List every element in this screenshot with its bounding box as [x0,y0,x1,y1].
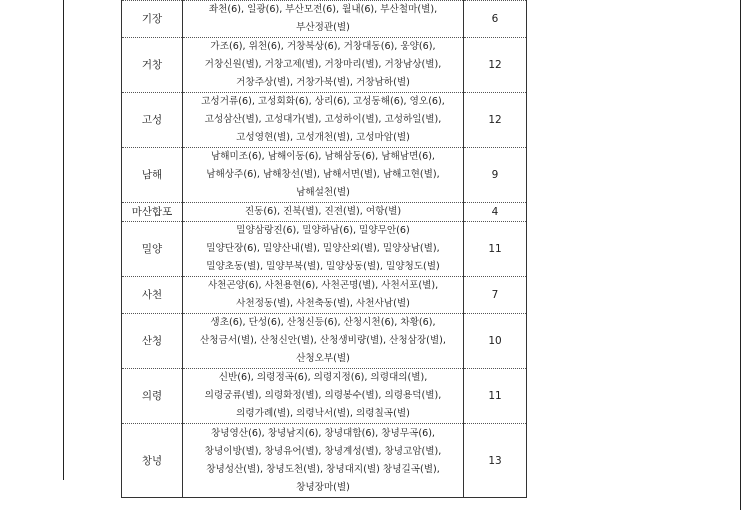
station-list-line: 창녕장마(별) [296,481,350,493]
station-list-line: 사천정동(별), 사천축동(별), 사천사남(별) [236,298,410,309]
region-name-cell: 고성 [122,93,183,148]
station-count-cell: 9 [464,148,527,203]
region-name-cell: 밀양 [122,222,183,277]
region-station-table [121,0,527,498]
station-count-cell: 12 [464,93,527,148]
station-list-line: 산청오부(별) [296,353,350,364]
station-list-cell [183,277,464,314]
station-list-line: 밀양초동(별), 밀양부북(별), 밀양상동(별), 밀양청도(별) [206,261,440,272]
station-list-line: 고성거류(6), 고성회화(6), 상리(6), 고성동해(6), 영오(6), [201,96,445,107]
station-list-line: 생초(6), 단성(6), 산청신등(6), 산청시천(6), 차황(6), [210,317,436,328]
table-row [122,1,527,38]
station-list-cell [183,1,464,38]
station-list-line: 가조(6), 위천(6), 거창북상(6), 거창대동(6), 웅양(6), [210,41,436,52]
station-list-line: 좌천(6), 일광(6), 부산모전(6), 월내(6), 부산철마(별), [208,4,438,15]
station-list-cell [183,203,464,222]
station-list-line: 신반(6), 의령정곡(6), 의령지정(6), 의령대의(별), [218,372,428,383]
station-list-line: 밀양단장(6), 밀양산내(별), 밀양산외(별), 밀양상남(별), [206,243,440,254]
table-row [122,222,527,277]
station-list-line: 의령가례(별), 의령낙서(별), 의령칠곡(별) [236,408,410,419]
station-list-line: 사천곤양(6), 사천용현(6), 사천곤명(별), 사천서포(별), [207,280,439,291]
table-row [122,424,527,498]
station-list-line: 부산정관(별) [296,22,350,33]
station-list-line: 고성영현(별), 고성개천(별), 고성마암(별) [236,132,410,143]
station-list-line: 거창신원(별), 거창고제(별), 거창마리(별), 거창남상(별), [204,59,442,70]
region-name-cell: 마산합포 [122,203,183,222]
station-list-cell [183,369,464,424]
station-list-cell [183,38,464,93]
station-list-cell [183,424,464,498]
station-list-line: 거창주상(별), 거창가북(별), 거창남하(별) [236,77,410,88]
table-row [122,277,527,314]
station-list-line: 산청금서(별), 산청신안(별), 산청생비량(별), 산청삼장(별), [200,335,446,346]
station-count-cell: 10 [464,314,527,369]
station-list-line: 창녕영산(6), 창녕남지(6), 창녕대합(6), 창녕무곡(6), [211,427,435,439]
table-row [122,314,527,369]
station-list-line: 밀양삼랑진(6), 밀양하남(6), 밀양무안(6) [236,225,410,236]
station-count-cell: 7 [464,277,527,314]
region-name-cell: 창녕 [122,424,183,498]
table-row [122,93,527,148]
region-name-cell: 사천 [122,277,183,314]
region-name-cell: 남해 [122,148,183,203]
region-name-cell: 거창 [122,38,183,93]
station-count-cell: 4 [464,203,527,222]
page-margin-line-left [63,0,64,480]
station-list-line: 남해상주(6), 남해창선(별), 남해서면(별), 남해고현(별), [206,169,440,180]
table-row [122,203,527,222]
station-count-cell: 13 [464,424,527,498]
station-list-cell [183,93,464,148]
station-list-line: 남해설천(별) [296,187,350,198]
table-row [122,38,527,93]
station-count-cell: 12 [464,38,527,93]
station-count-cell: 11 [464,222,527,277]
station-list-line: 고성삼산(별), 고성대가(별), 고성하이(별), 고성하일(별), [204,114,442,125]
station-count-cell: 11 [464,369,527,424]
page-margin-line-right [740,0,741,510]
region-name-cell: 산청 [122,314,183,369]
table-row [122,369,527,424]
station-list-line: 남해미조(6), 남해이동(6), 남해삼동(6), 남해남면(6), [211,151,435,162]
region-name-cell: 기장 [122,1,183,38]
station-list-line: 창녕이방(별), 창녕유어(별), 창녕계성(별), 창녕고암(별), [204,445,442,457]
station-list-line: 의령궁류(별), 의령화정(별), 의령봉수(별), 의령용덕(별), [204,390,442,401]
station-list-line: 창녕성산(별), 창녕도천(별), 창녕대지(별) 창녕길곡(별), [206,463,440,475]
station-list-cell [183,314,464,369]
station-list-cell [183,222,464,277]
station-list-cell [183,148,464,203]
station-list-line: 진동(6), 진북(별), 진전(별), 여항(별) [244,206,402,217]
table-row [122,148,527,203]
region-name-cell: 의령 [122,369,183,424]
station-count-cell: 6 [464,1,527,38]
